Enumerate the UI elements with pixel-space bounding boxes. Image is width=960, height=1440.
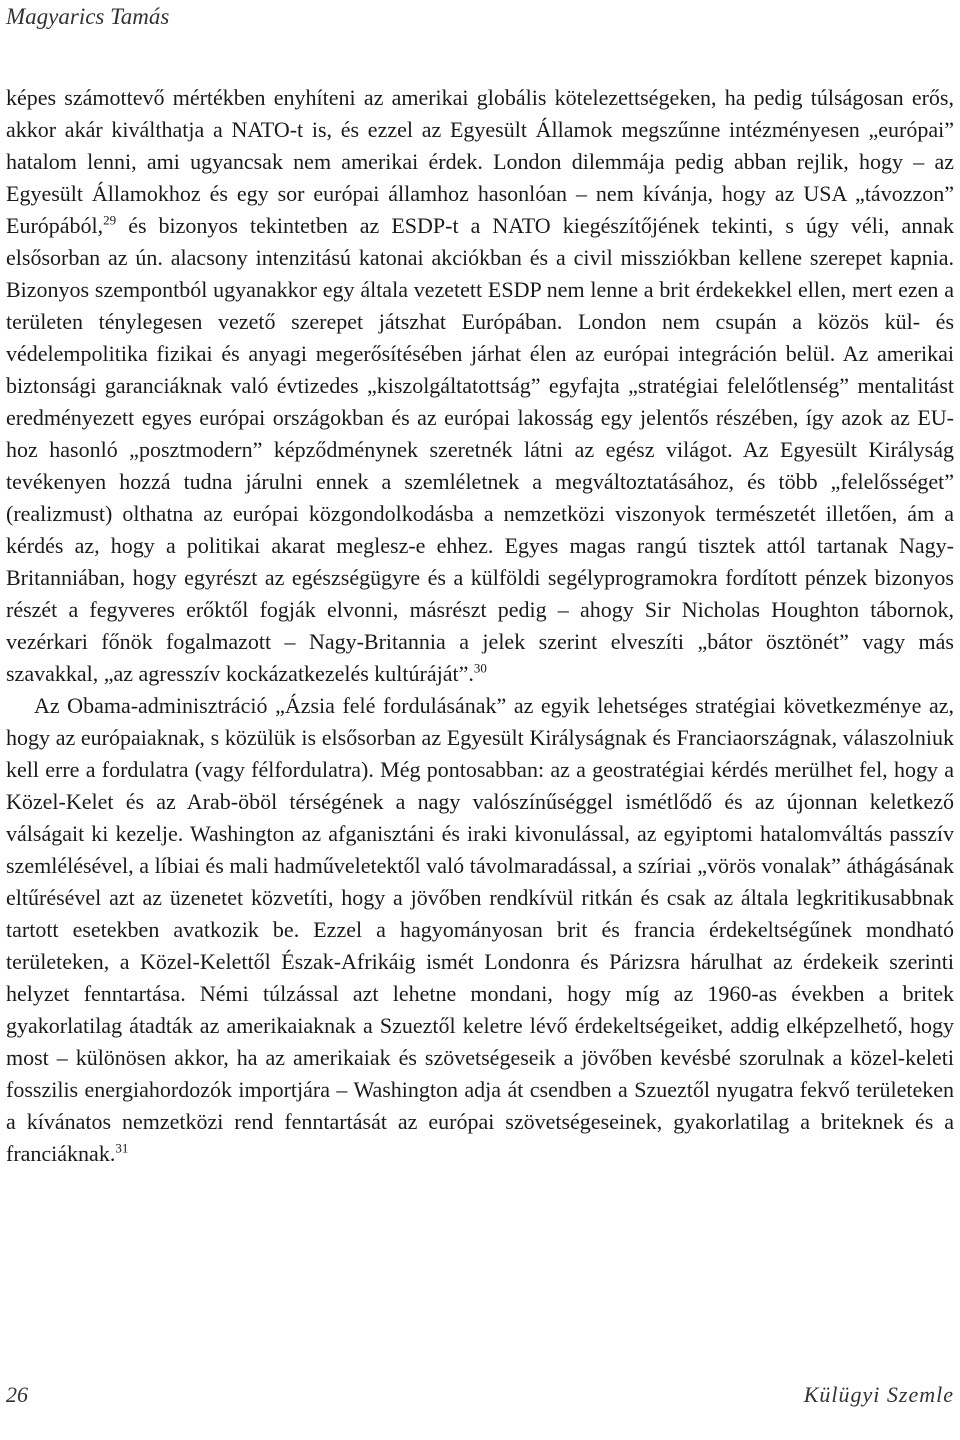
footnote-marker-31: 31 (115, 1140, 129, 1156)
paragraph-1-text-continued: és bizonyos tekintetben az ESDP-t a NATO kiegészítőjének tekinti, s úgy véli, annak elsősorban az ún. alacsony intenzitású katonai akciókban és a civil missziókban kellene szerepet kapnia. Bizonyos szempontból ugyanakkor egy általa vezetett ESDP nem lenne a brit érdekekkel ellen, mert ezen a területen ténylegesen vezető szerepet játszhat Európában. London nem csupán a közös kül- és védelempolitika fizikai és anyagi megerősítésében járhat élen az európai integráción belül. Az amerikai biztonsági garanciáknak való évtizedes „kiszolgáltatottság” egyfajta „stratégiai felelőtlenség” mentalitást eredményezett egyes európai országokban és az európai lakosság egy jelentős részében, így azok az EU-hoz hasonló „posztmodern” képződménynek szeretnék látni az egész világot. Az Egyesült Királyság tevékenyen hozzá tudna járulni ennek a szemléletnek a megváltoztatásához, és több „felelősséget” (realizmust) olthatna az európai közgondolkodásba a nemzetközi viszonyok természetét illetően, ám a kérdés az, hogy a politikai akarat meglesz-e ehhez. Egyes magas rangú tisztek attól tartanak Nagy-Britanniában, hogy egyrészt az egészségügyre és a külföldi segélyprogramokra fordított pénzek bizonyos részét a fegyveres erőktől fogják elvonni, másrészt pedig – ahogy Sir Nicholas Houghton tábornok, vezérkari főnök fogalmazott – Nagy-Britannia a jelek szerint elveszíti „bátor ösztönét” vagy más szavakkal, „az agresszív kockázatkezelés kultúráját”. (6, 213, 954, 686)
paragraph-1-text: képes számottevő mértékben enyhíteni az amerikai globális kötelezettségeken, ha pedig túlságosan erős, akkor akár kiválthatja a NATO-t is, és ezzel az Egyesült Államok megszűnne intézményesen „európai” hatalom lenni, ami ugyancsak nem amerikai érdek. London dilemmája pedig abban rejlik, hogy – az Egyesült Államokhoz és egy sor európai államhoz hasonlóan – nem kívánja, hogy az USA „távozzon” Európából, (6, 85, 954, 238)
running-head-author: Magyarics Tamás (6, 4, 170, 29)
paragraph-2 (6, 690, 954, 1170)
page-number: 26 (6, 1382, 28, 1407)
journal-title: Külügyi Szemle (803, 1382, 954, 1407)
paragraph-1 (6, 82, 954, 690)
footnote-marker-30: 30 (473, 660, 487, 676)
footnote-marker-29: 29 (103, 212, 117, 228)
paragraph-2-text: Az Obama-adminisztráció „Ázsia felé fordulásának” az egyik lehetséges stratégiai következménye az, hogy az európaiaknak, s közülük is elsősorban az Egyesült Királyságnak és Franciaországnak, válaszolniuk kell erre a fordulatra (vagy félfordulatra). Még pontosabban: az a geostratégiai kérdés merülhet fel, hogy a Közel-Kelet és az Arab-öböl térségének a nagy valószínűséggel ismétlődő és az újonnan keletkező válságait ki kezelje. Washington az afganisztáni és iraki kivonulással, az egyiptomi hatalomváltás passzív szemlélésével, a líbiai és mali hadműveletektől való távolmaradással, a szíriai „vörös vonalak” áthágásának eltűrésével azt az üzenetet közvetíti, hogy a jövőben rendkívül ritkán és csak az általa legkritikusabbnak tartott esetekben avatkozik be. Ezzel a hagyományosan brit és francia érdekeltségűnek mondható területeken, a Közel-Kelettől Észak-Afrikáig ismét Londonra és Párizsra hárulhat az érdekeik szerinti helyzet fenntartása. Némi túlzással azt lehetne mondani, hogy míg az 1960-as években a britek gyakorlatilag átadták az amerikaiaknak a Szueztől keletre lévő érdekeltségeiket, addig elképzelhető, hogy most – különösen akkor, ha az amerikaiak és szövetségeseik a jövőben kevésbé szorulnak a közel-keleti fosszilis energiahordozók importjára – Washington adja át csendben a Szueztől nyugatra fekvő területeken a kívánatos nemzetközi rend fenntartását az európai szövetségeseinek, gyakorlatilag a briteknek és a franciáknak. (6, 693, 954, 1166)
body-text (6, 82, 954, 1170)
